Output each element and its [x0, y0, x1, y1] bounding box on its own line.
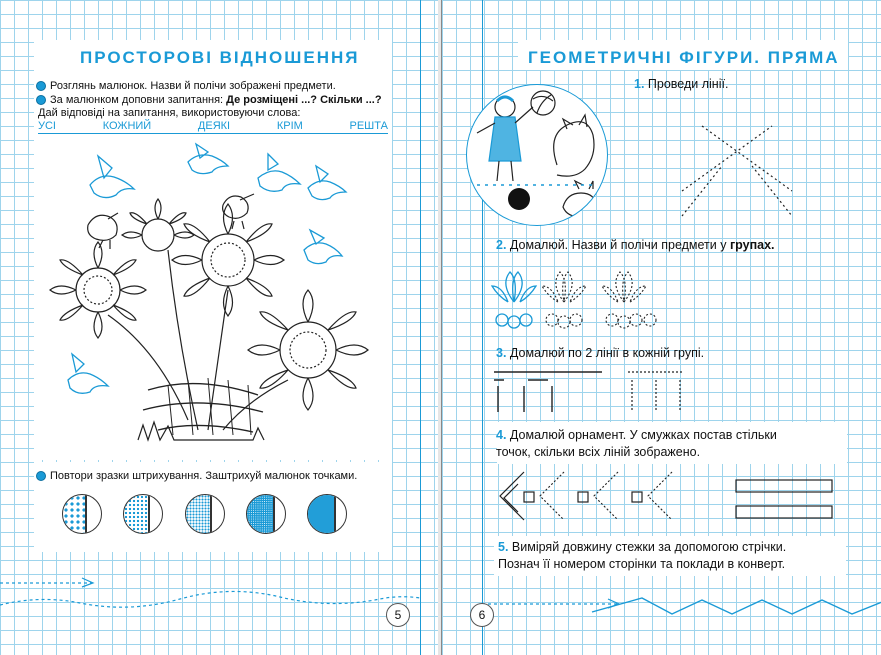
- ornament-exercise: [494, 470, 854, 530]
- bullet-icon: [36, 471, 46, 481]
- word-item: КРІМ: [276, 120, 303, 132]
- sunflower-1: [50, 242, 146, 338]
- word-item: УСІ: [38, 120, 56, 132]
- blue-birds: [68, 144, 346, 393]
- instruction-line: Розглянь малюнок. Назви й полічи зображені предмети.: [36, 80, 336, 92]
- hatching-sample-1: [62, 494, 102, 534]
- word-list: [38, 120, 388, 134]
- task-5-continued: Познач її номером сторінки та поклади в конверт.: [498, 557, 786, 571]
- sunflower-4: [122, 199, 194, 251]
- zigzag-path: [442, 578, 881, 638]
- dotted-path: [0, 565, 420, 625]
- girl-cat-illustration: [466, 84, 608, 226]
- page-title: ГЕОМЕТРИЧНІ ФІГУРИ. ПРЯМА: [528, 48, 840, 67]
- hatching-sample-4: [246, 494, 286, 534]
- left-page: [0, 0, 439, 655]
- page-number: 5: [386, 603, 410, 627]
- hatching-sample-5: [307, 494, 347, 534]
- bullet-icon: [36, 95, 46, 105]
- flower-group-1: [492, 272, 536, 328]
- word-item: РЕШТА: [349, 120, 388, 132]
- task-4-continued: точок, скільки всіх ліній зображено.: [496, 445, 701, 459]
- page-title: ПРОСТОРОВІ ВІДНОШЕННЯ: [80, 48, 360, 67]
- hatching-sample-3: [185, 494, 225, 534]
- word-item: ДЕЯКІ: [197, 120, 231, 132]
- task-3: 3. Домалюй по 2 лінії в кожній групі.: [496, 346, 705, 360]
- task-1: 1. Проведи лінії.: [634, 77, 729, 91]
- right-page: [441, 0, 881, 655]
- task-4: 4. Домалюй орнамент. У смужках постав стільки: [496, 428, 777, 442]
- dotted-lines-exercise: [642, 106, 812, 216]
- page-margin-line: [420, 0, 421, 655]
- sunflower-2: [172, 204, 284, 316]
- sunflowers-illustration: [48, 140, 388, 450]
- bullet-icon: [36, 81, 46, 91]
- page-number: 6: [470, 603, 494, 627]
- flower-groups: [494, 262, 674, 332]
- line-groups: [494, 368, 694, 418]
- hatching-instruction: Повтори зразки штрихування. Заштрихуй малюнок точками.: [36, 470, 357, 482]
- task-5: 5. Виміряй довжину стежки за допомогою стрічки.: [498, 540, 787, 554]
- instruction-line: Дай відповіді на запитання, використовуючи слова:: [38, 107, 301, 119]
- hatching-sample-2: [123, 494, 163, 534]
- word-item: КОЖНИЙ: [102, 120, 152, 132]
- task-2: 2. Домалюй. Назви й полічи предмети у групах.: [496, 238, 775, 252]
- instruction-line: За малюнком доповни запитання: Де розміщені ...? Скільки ...?: [36, 94, 382, 106]
